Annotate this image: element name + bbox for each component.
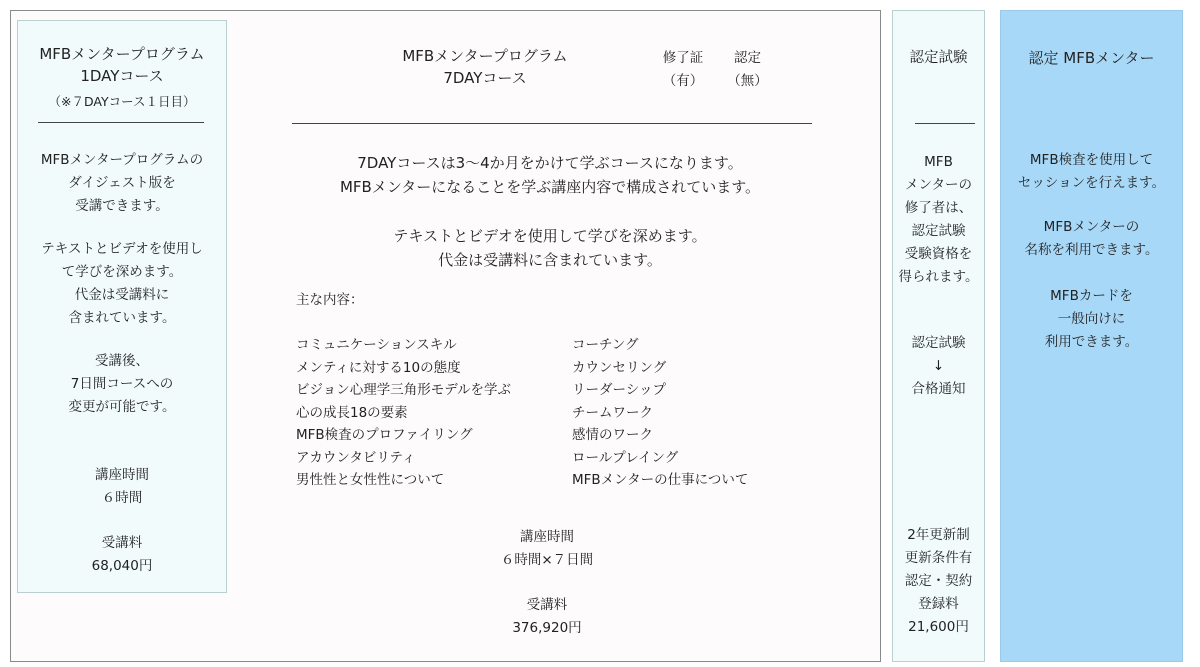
course-1day-desc-2: テキストとビデオを使用し て学びを深めます。 代金は受講料に 含まれています。 xyxy=(41,241,203,326)
list-item: ビジョン心理学三角形モデルを学ぶ xyxy=(296,382,512,398)
list-item: リーダーシップ xyxy=(572,382,666,398)
divider xyxy=(38,122,204,123)
course-1day-title: MFBメンタープログラム 1DAYコース xyxy=(39,45,205,85)
certificate-status: 修了証 （有） xyxy=(662,50,704,89)
list-item: 感情のワーク xyxy=(572,427,653,443)
list-item: カウンセリング xyxy=(572,359,667,376)
mentor-desc-2: MFBメンターの 名称を利用できます。 xyxy=(1024,219,1159,258)
course-7day-hours: 講座時間 ６時間×７日間 xyxy=(500,529,594,568)
course-7day-intro: 7DAYコースは3〜4か月をかけて学ぶコースになります。 MFBメンターになることを学ぶ講座内容で構成されています。 xyxy=(339,154,761,196)
course-1day-fee: 受講料 68,040円 xyxy=(91,535,153,574)
list-item: メンティに対する10の態度 xyxy=(296,359,461,376)
list-item: アカウンタビリティ xyxy=(296,449,416,466)
course-1day-hours: 講座時間 ６時間 xyxy=(95,467,149,506)
mentor-title: 認定 MFBメンター xyxy=(1028,49,1155,67)
list-item: コミュニケーションスキル xyxy=(296,337,457,353)
exam-renewal: 2年更新制 更新条件有 認定・契約 登録料 21,600円 xyxy=(904,527,973,635)
contents-right-list xyxy=(572,334,748,492)
divider xyxy=(292,123,812,124)
course-1day-desc-1: MFBメンタープログラムの ダイジェスト版を 受講できます。 xyxy=(40,152,204,214)
course-7day-fee: 受講料 376,920円 xyxy=(512,597,582,636)
exam-desc: MFB メンターの 修了者は、 認定試験 受験資格を 得られます。 xyxy=(898,154,979,285)
list-item: 男性性と女性性について xyxy=(296,472,445,488)
list-item: 心の成長18の要素 xyxy=(296,404,408,421)
mentor-desc-3: MFBカードを 一般向けに 利用できます。 xyxy=(1044,288,1139,350)
course-7day-intro-2: テキストとビデオを使用して学びを深めます。 代金は受講料に含まれています。 xyxy=(393,227,707,269)
contents-label: 主な内容： xyxy=(296,292,364,308)
list-item: ロールプレイング xyxy=(572,449,679,466)
contents-left-list xyxy=(296,334,511,492)
course-1day-desc-3: 受講後、 7日間コースへの 変更が可能です。 xyxy=(68,353,176,415)
divider xyxy=(915,123,975,124)
course-7day-title: MFBメンタープログラム 7DAYコース xyxy=(402,47,568,87)
list-item: MFBメンターの仕事について xyxy=(572,472,749,488)
list-item: コーチング xyxy=(572,337,639,353)
down-arrow-icon: ↓ xyxy=(932,358,945,374)
course-1day-note: （※７DAYコース１日目） xyxy=(48,94,196,109)
authorization-status: 認定 （無） xyxy=(727,50,768,89)
exam-title: 認定試験 xyxy=(909,50,968,66)
mentor-desc-1: MFB検査を使用して セッションを行えます。 xyxy=(1017,152,1166,191)
list-item: チームワーク xyxy=(572,404,653,421)
list-item: MFB検査のプロファイリング xyxy=(296,427,473,443)
exam-flow: 認定試験 ↓ 合格通知 xyxy=(892,332,985,401)
